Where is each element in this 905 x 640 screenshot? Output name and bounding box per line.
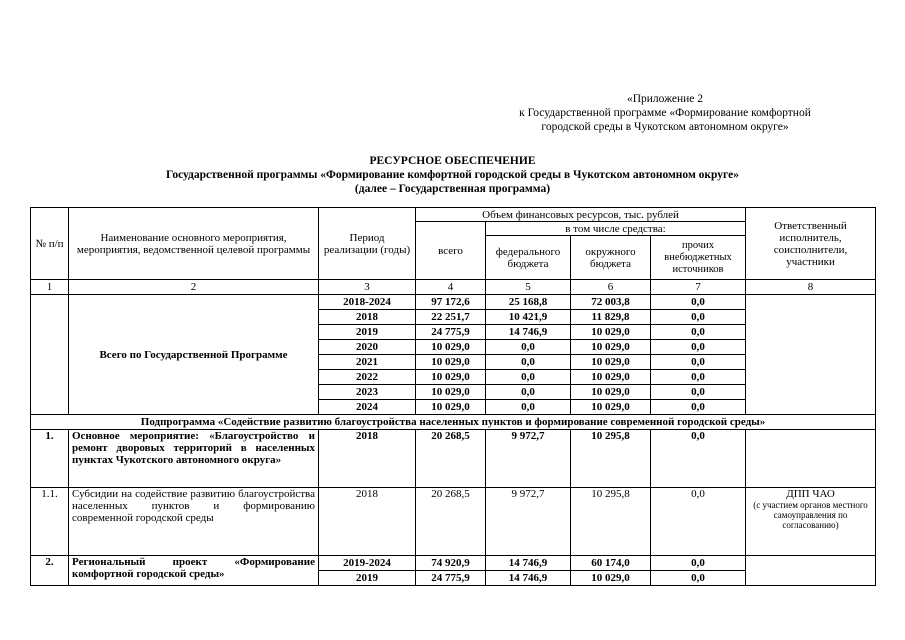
district-cell: 10 029,0	[571, 355, 651, 370]
district-cell: 10 295,8	[571, 488, 651, 556]
total-cell: 20 268,5	[416, 488, 486, 556]
other-cell: 0,0	[651, 295, 746, 310]
appendix-line: к Государственной программе «Формирование комфортной	[519, 107, 811, 119]
total-cell: 97 172,6	[416, 295, 486, 310]
column-number: 3	[319, 280, 416, 295]
header-row	[31, 208, 876, 222]
col-header-volume: Объем финансовых ресурсов, тыс. рублей	[416, 208, 746, 222]
document-title	[30, 154, 875, 196]
responsible-main: ДПП ЧАО	[786, 488, 835, 500]
period-cell: 2018	[319, 488, 416, 556]
federal-cell: 25 168,8	[486, 295, 571, 310]
federal-cell: 10 421,9	[486, 310, 571, 325]
other-cell: 0,0	[651, 310, 746, 325]
column-number: 1	[31, 280, 69, 295]
total-cell: 10 029,0	[416, 340, 486, 355]
other-cell: 0,0	[651, 571, 746, 586]
responsible-cell	[746, 488, 876, 556]
period-cell: 2019-2024	[319, 556, 416, 571]
period-cell: 2020	[319, 340, 416, 355]
federal-cell: 0,0	[486, 340, 571, 355]
appendix-line: «Приложение 2	[626, 93, 704, 105]
other-cell: 0,0	[651, 355, 746, 370]
district-cell: 10 295,8	[571, 430, 651, 488]
item-num: 2.	[31, 556, 69, 586]
period-cell: 2022	[319, 370, 416, 385]
district-cell: 10 029,0	[571, 385, 651, 400]
col-header-name: Наименование основного мероприятия, мероприятия, ведомственной целевой программы	[69, 208, 319, 280]
total-row	[31, 295, 876, 310]
federal-cell: 0,0	[486, 385, 571, 400]
other-cell: 0,0	[651, 488, 746, 556]
period-cell: 2018-2024	[319, 295, 416, 310]
column-number: 4	[416, 280, 486, 295]
item-num: 1.1.	[31, 488, 69, 556]
col-header-period: Период реализации (годы)	[319, 208, 416, 280]
other-cell: 0,0	[651, 370, 746, 385]
item-num: 1.	[31, 430, 69, 488]
col-header-total: всего	[416, 222, 486, 280]
period-cell: 2019	[319, 571, 416, 586]
column-number-row	[31, 280, 876, 295]
district-cell: 10 029,0	[571, 571, 651, 586]
col-header-including: в том числе средства:	[486, 222, 746, 236]
appendix-note	[485, 92, 845, 134]
title-line: РЕСУРСНОЕ ОБЕСПЕЧЕНИЕ	[369, 155, 536, 167]
item-name: Основное мероприятие: «Благоустройство и ремонт дворовых территорий в населенных пунктах Чукотского автономного округа»	[69, 430, 319, 488]
other-cell: 0,0	[651, 385, 746, 400]
other-cell: 0,0	[651, 340, 746, 355]
total-cell: 74 920,9	[416, 556, 486, 571]
table-row	[31, 556, 876, 571]
responsible-cell	[746, 430, 876, 488]
col-header-responsible: Ответственный исполнитель, соисполнители, участники	[746, 208, 876, 280]
federal-cell: 0,0	[486, 400, 571, 415]
district-cell: 10 029,0	[571, 340, 651, 355]
total-num-cell	[31, 295, 69, 415]
other-cell: 0,0	[651, 325, 746, 340]
total-cell: 10 029,0	[416, 385, 486, 400]
total-cell: 10 029,0	[416, 355, 486, 370]
district-cell: 10 029,0	[571, 325, 651, 340]
column-number: 2	[69, 280, 319, 295]
period-cell: 2021	[319, 355, 416, 370]
column-number: 6	[571, 280, 651, 295]
title-line: Государственной программы «Формирование комфортной городской среды в Чукотском автономном округе»	[166, 169, 739, 181]
total-label: Всего по Государственной Программе	[69, 295, 319, 415]
column-number: 5	[486, 280, 571, 295]
subprogram-row	[31, 415, 876, 430]
table-row	[31, 488, 876, 556]
district-cell: 72 003,8	[571, 295, 651, 310]
period-cell: 2019	[319, 325, 416, 340]
item-name: Региональный проект «Формирование комфортной городской среды»	[69, 556, 319, 586]
federal-cell: 9 972,7	[486, 488, 571, 556]
district-cell: 60 174,0	[571, 556, 651, 571]
column-number: 8	[746, 280, 876, 295]
total-cell: 10 029,0	[416, 370, 486, 385]
federal-cell: 14 746,9	[486, 556, 571, 571]
district-cell: 10 029,0	[571, 400, 651, 415]
federal-cell: 14 746,9	[486, 325, 571, 340]
federal-cell: 0,0	[486, 355, 571, 370]
federal-cell: 9 972,7	[486, 430, 571, 488]
responsible-note: (с участием органов местного самоуправления по согласованию)	[753, 500, 868, 530]
column-number: 7	[651, 280, 746, 295]
col-header-other: прочих внебюджетных источников	[651, 236, 746, 280]
period-cell: 2018	[319, 310, 416, 325]
total-cell: 24 775,9	[416, 571, 486, 586]
col-header-num: № п/п	[31, 208, 69, 280]
appendix-line: городской среды в Чукотском автономном округе»	[541, 121, 789, 133]
responsible-cell	[746, 556, 876, 586]
item-name: Субсидии на содействие развитию благоустройства населенных пунктов и формированию современной городской среды	[69, 488, 319, 556]
total-responsible-cell	[746, 295, 876, 415]
col-header-federal: федерального бюджета	[486, 236, 571, 280]
subprogram-title: Подпрограмма «Содействие развитию благоустройства населенных пунктов и формирование современной городской среды»	[31, 415, 876, 430]
total-cell: 20 268,5	[416, 430, 486, 488]
period-cell: 2018	[319, 430, 416, 488]
other-cell: 0,0	[651, 430, 746, 488]
title-line: (далее – Государственная программа)	[354, 183, 551, 195]
resource-table	[30, 207, 876, 586]
other-cell: 0,0	[651, 400, 746, 415]
period-cell: 2023	[319, 385, 416, 400]
federal-cell: 0,0	[486, 370, 571, 385]
table-row	[31, 430, 876, 488]
total-cell: 22 251,7	[416, 310, 486, 325]
district-cell: 10 029,0	[571, 370, 651, 385]
federal-cell: 14 746,9	[486, 571, 571, 586]
district-cell: 11 829,8	[571, 310, 651, 325]
other-cell: 0,0	[651, 556, 746, 571]
period-cell: 2024	[319, 400, 416, 415]
total-cell: 10 029,0	[416, 400, 486, 415]
col-header-district: окружного бюджета	[571, 236, 651, 280]
total-cell: 24 775,9	[416, 325, 486, 340]
